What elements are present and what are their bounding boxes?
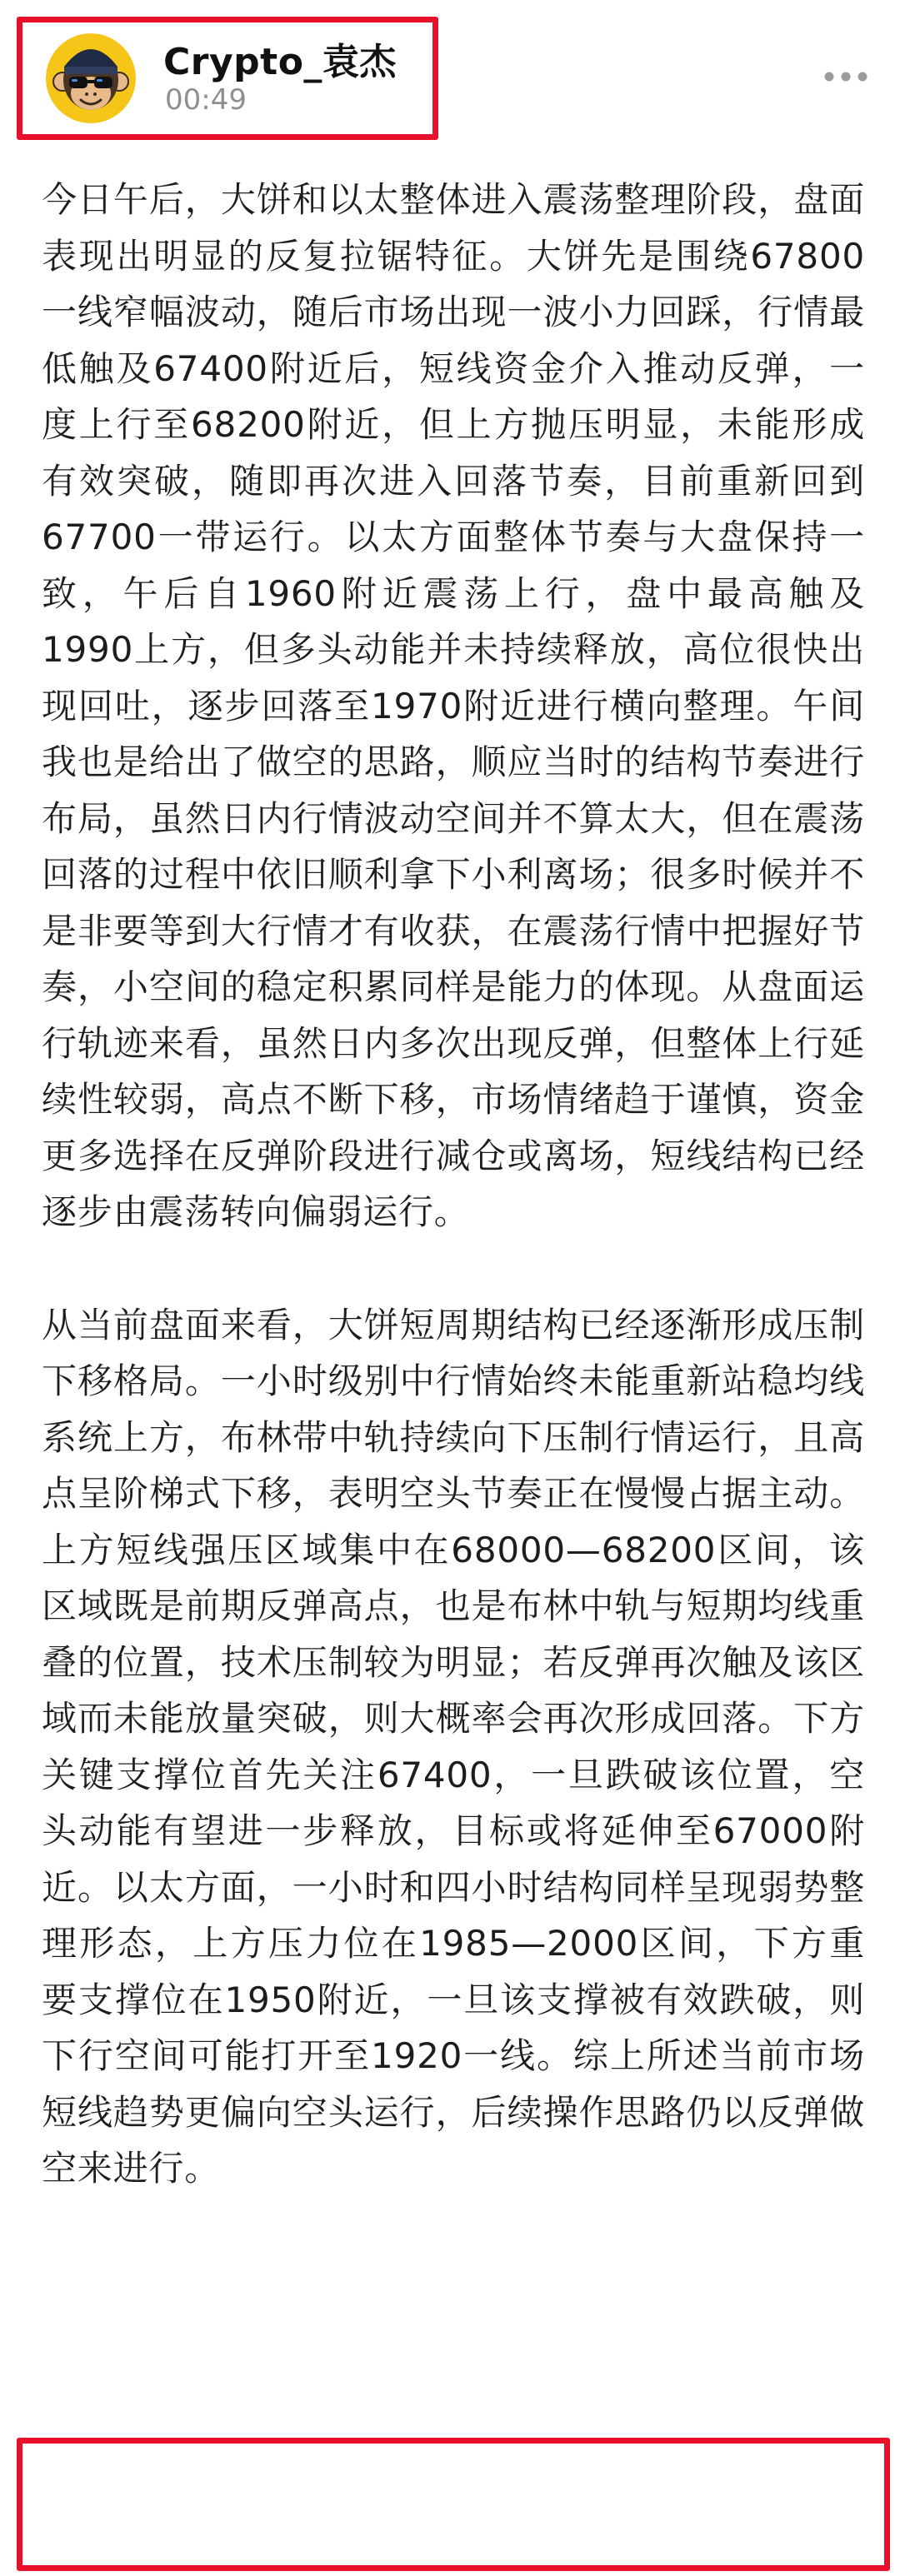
post-time: 00:49 [165,83,247,117]
article-paragraph-1: 今日午后，大饼和以太整体进入震荡整理阶段，盘面表现出明显的反复拉锯特征。大饼先是围绕67800一线窄幅波动，随后市场出现一波小力回踩，行情最低触及67400附近后，短线资金介入推动反弹，一度上行至68200附近，但上方抛压明显，未能形成有效突破，随即再次进入回落节奏，目前重新回到67700一带运行。以太方面整体节奏与大盘保持一致，午后自1960附近震荡上行，盘中最高触及1990上方，但多头动能并未持续释放，高位很快出现回吐，逐步回落至1970附近进行横向整理。午间我也是给出了做空的思路，顺应当时的结构节奏进行布局，虽然日内行情波动空间并不算太大，但在震荡回落的过程中依旧顺利拿下小利离场；很多时候并不是非要等到大行情才有收获，在震荡行情中把握好节奏，小空间的稳定积累同样是能力的体现。从盘面运行轨迹来看，虽然日内多次出现反弹，但整体上行延续性较弱，高点不断下移，市场情绪趋于谨慎，资金更多选择在反弹阶段进行减仓或离场，短线结构已经逐步由震荡转向偏弱运行。 [42,179,865,1232]
author-avatar[interactable] [46,33,136,123]
more-options-button[interactable] [817,60,875,93]
monkey-avatar-icon [46,33,136,123]
conclusion-highlight-box [17,2438,890,2571]
article-paragraph-2: 从当前盘面来看，大饼短周期结构已经逐渐形成压制下移格局。一小时级别中行情始终未能重新站稳均线系统上方，布林带中轨持续向下压制行情运行，且高点呈阶梯式下移，表明空头节奏正在慢慢占据主动。上方短线强压区域集中在68000—68200区间，该区域既是前期反弹高点，也是布林中轨与短期均线重叠的位置，技术压制较为明显；若反弹再次触及该区域而未能放量突破，则大概率会再次形成回落。下方关键支撑位首先关注67400，一旦跌破该位置，空头动能有望进一步释放，目标或将延伸至67000附近。以太方面，一小时和四小时结构同样呈现弱势整理形态，上方压力位在1985—2000区间，下方重要支撑位在1950附近，一旦该支撑被有效跌破，则下行空间可能打开至1920一线。综上所述当前市场短线趋势更偏向空头运行，后续操作思路仍以反弹做空来进行。 [42,1304,865,2189]
author-name[interactable]: Crypto_袁杰 [163,41,397,83]
post-header [0,0,900,150]
more-horizontal-icon [817,60,875,93]
article-body [42,172,865,2197]
